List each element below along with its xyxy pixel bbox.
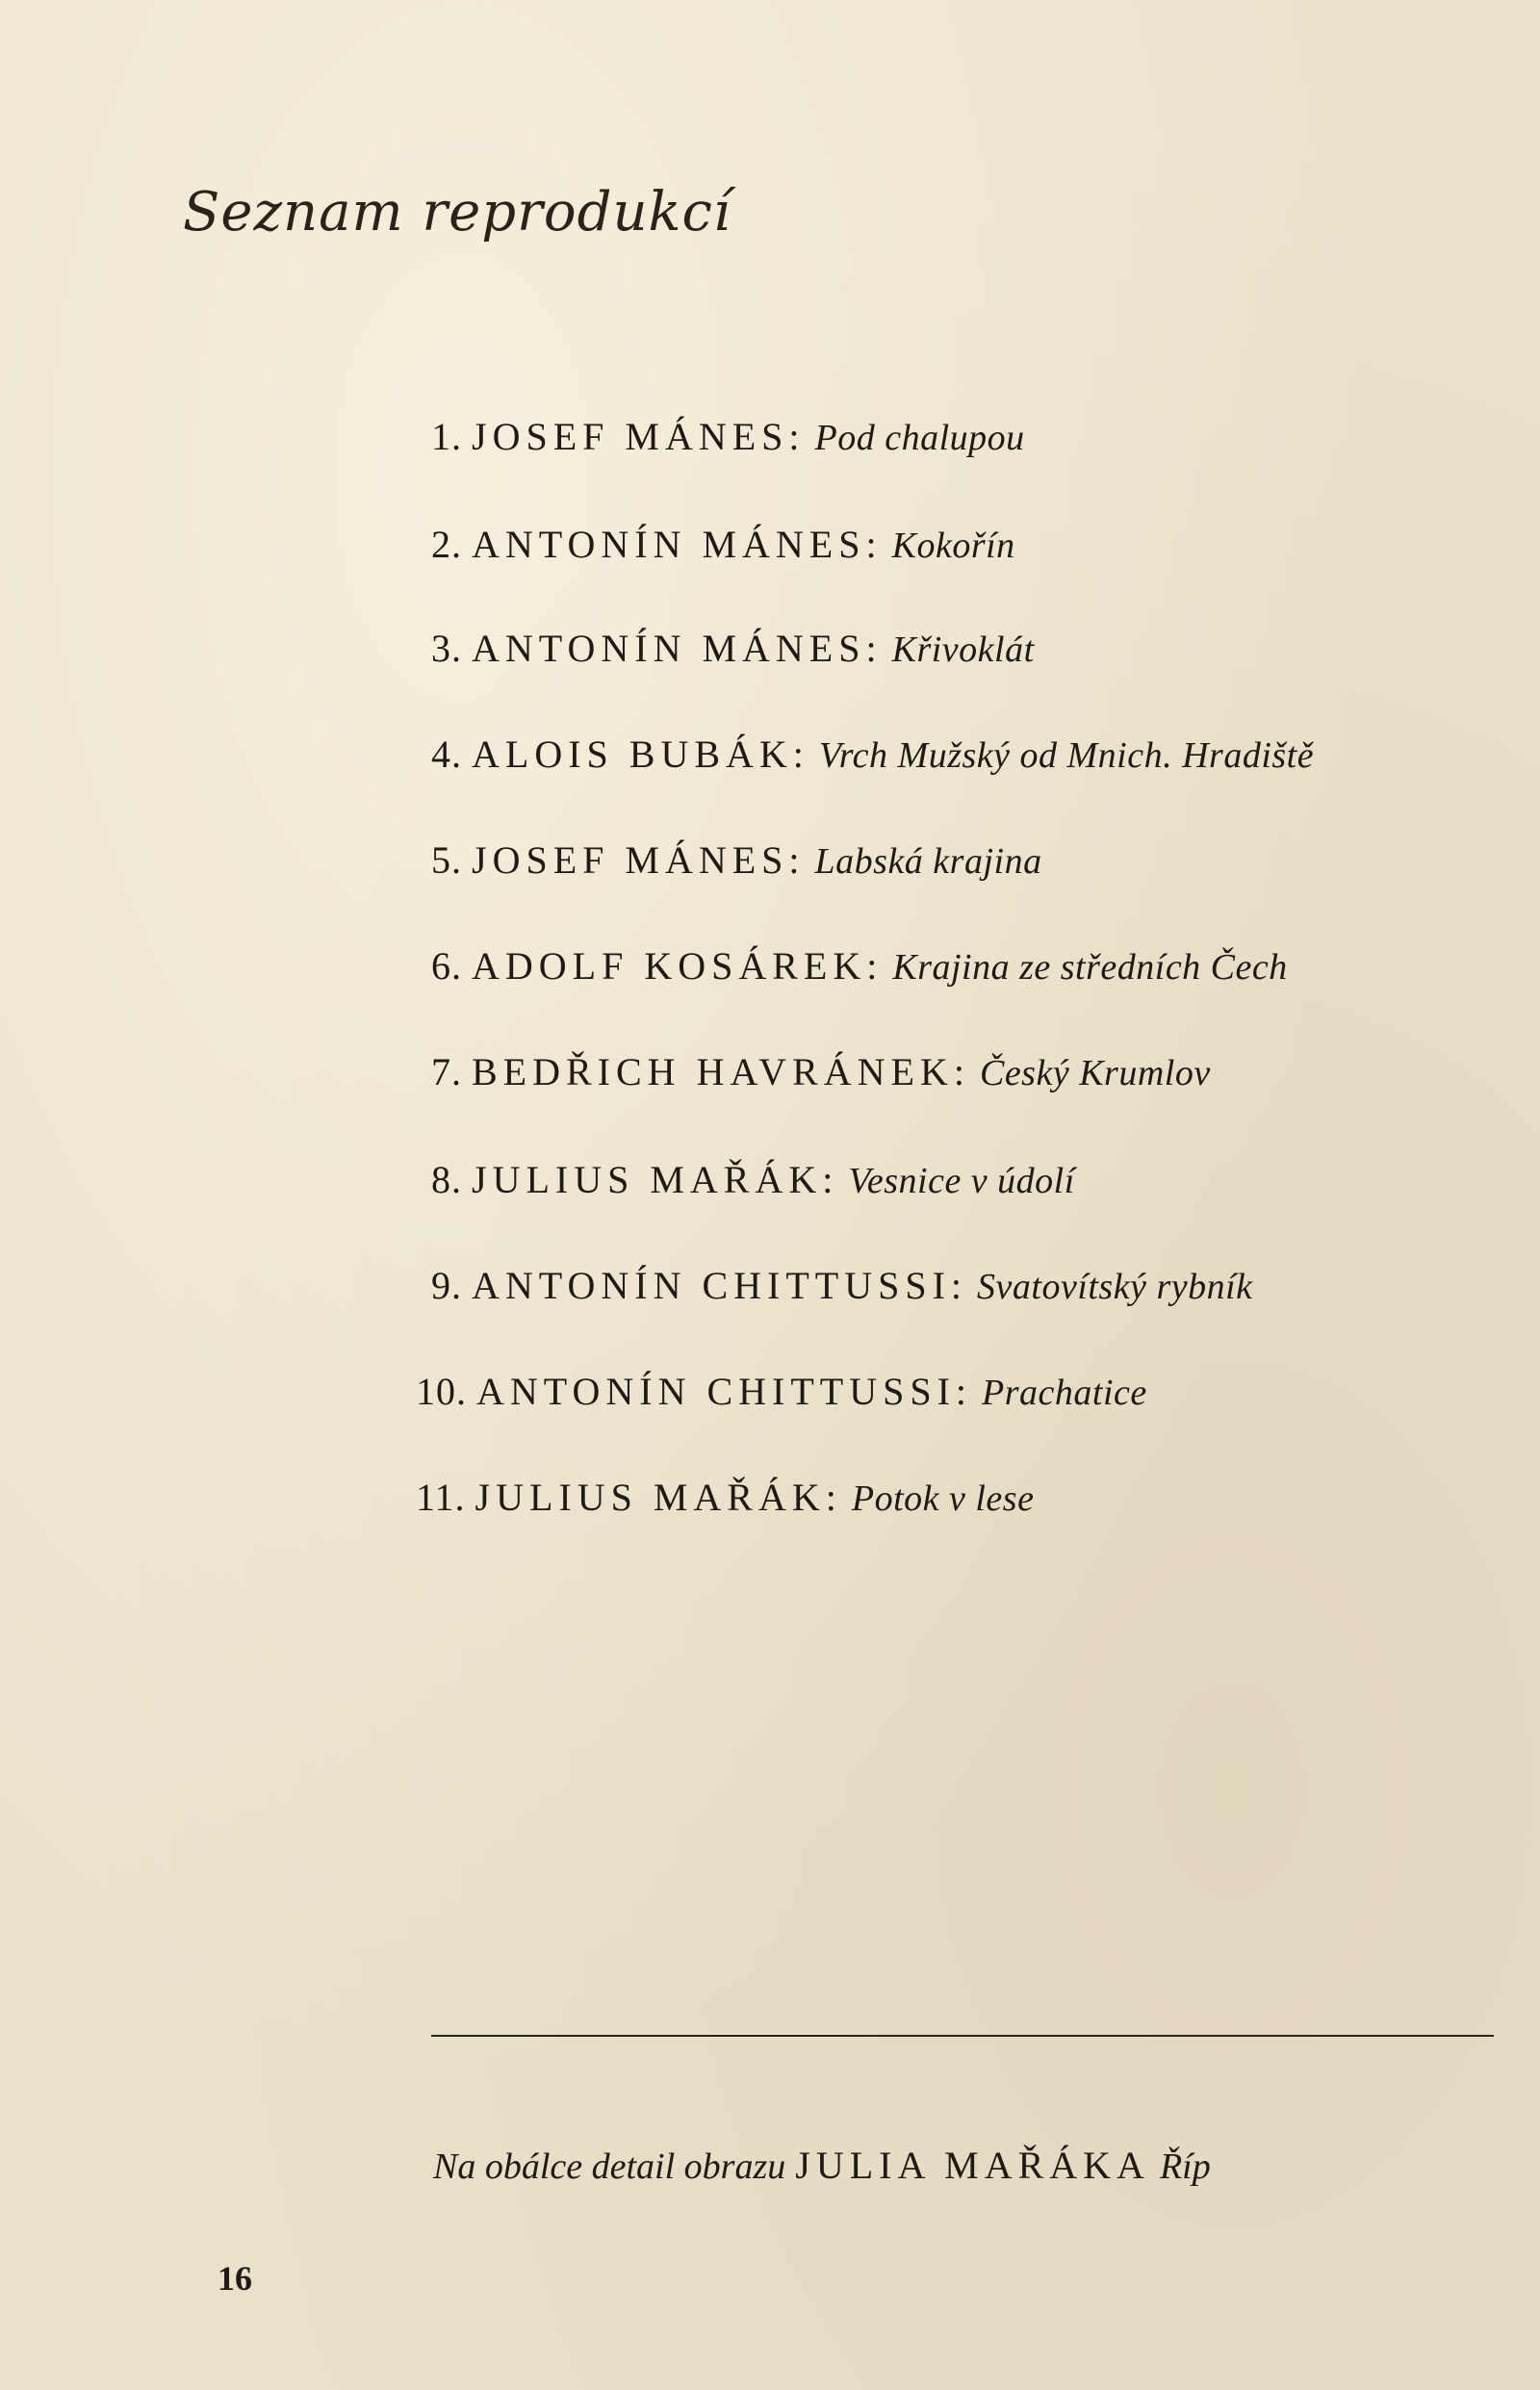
item-artist: BEDŘICH HAVRÁNEK: [472,1050,970,1093]
item-work: Prachatice [982,1373,1147,1413]
list-item [431,522,1015,569]
item-work: Svatovítský rybník [977,1267,1253,1307]
item-number: 2. [431,523,462,566]
item-work: Vrch Mužský od Mnich. Hradiště [818,735,1315,776]
item-artist: ANTONÍN CHITTUSSI: [472,1264,968,1307]
cover-note-work: Říp [1159,2146,1211,2187]
page-title: Seznam reprodukcí [183,181,732,244]
item-number: 10. [416,1370,467,1413]
item-artist: ANTONÍN MÁNES: [472,523,883,566]
item-number: 1. [431,415,462,458]
list-item [431,837,1042,885]
item-work: Krajina ze středních Čech [892,947,1288,988]
item-number: 11. [416,1476,466,1519]
item-work: Český Krumlov [979,1053,1211,1093]
item-artist: JOSEF MÁNES: [472,415,806,458]
item-number: 7. [431,1050,462,1093]
item-number: 8. [431,1158,462,1201]
item-work: Křivoklát [891,630,1035,670]
item-number: 5. [431,838,462,882]
list-item [416,1475,1034,1522]
list-item [431,1157,1075,1204]
item-number: 9. [431,1264,462,1307]
item-artist: JOSEF MÁNES: [472,838,806,882]
item-artist: JULIUS MAŘÁK: [475,1476,842,1519]
item-number: 3. [431,627,462,670]
item-artist: ANTONÍN CHITTUSSI: [476,1370,973,1413]
cover-note-line [433,2143,1211,2190]
list-item [416,1369,1147,1416]
list-item [431,626,1035,673]
cover-note-prefix: Na obálce detail obrazu [433,2146,786,2187]
list-item [431,1049,1211,1096]
page-number: 16 [218,2259,252,2298]
item-number: 6. [431,944,462,988]
item-work: Pod chalupou [814,418,1025,458]
item-artist: ALOIS BUBÁK: [472,732,809,776]
item-work: Vesnice v údolí [848,1161,1075,1201]
list-item [431,1263,1253,1310]
list-item [431,414,1025,461]
item-work: Kokořín [891,526,1015,566]
horizontal-divider [431,2035,1494,2037]
list-item [431,732,1314,779]
item-work: Potok v lese [851,1478,1035,1519]
item-artist: ANTONÍN MÁNES: [472,627,883,670]
list-item [431,943,1288,990]
item-work: Labská krajina [814,841,1042,882]
item-number: 4. [431,732,462,776]
item-artist: ADOLF KOSÁREK: [472,944,884,988]
cover-note-artist: JULIA MAŘÁKA [795,2144,1150,2187]
item-artist: JULIUS MAŘÁK: [472,1158,839,1201]
